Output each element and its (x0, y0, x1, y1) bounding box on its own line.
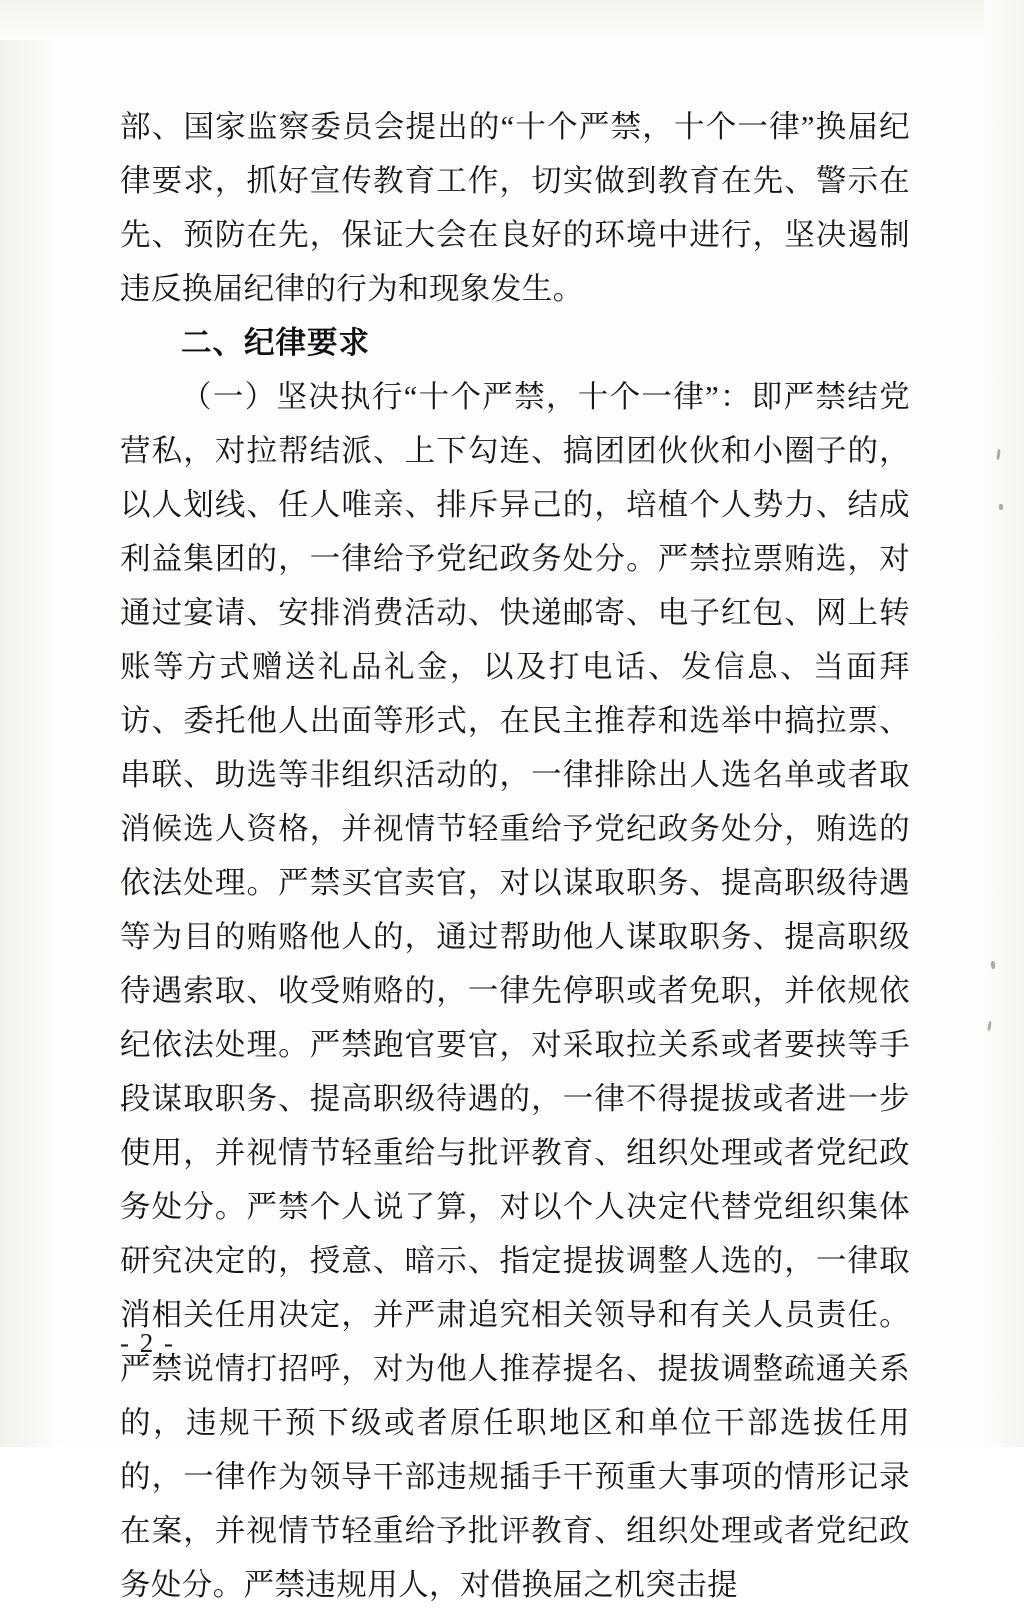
page-top-edge-shading (0, 0, 1024, 40)
paragraph-continuation: 部、国家监察委员会提出的“十个严禁，十个一律”换届纪律要求，抓好宣传教育工作，切实做到教育在先、警示在先、预防在先，保证大会在良好的环境中进行，坚决遏制违反换届纪律的行为和现象发生。 (120, 110, 910, 306)
scan-speck-icon (999, 504, 1003, 510)
page-left-edge-shading (0, 0, 60, 1447)
paragraph-item-one: （一）坚决执行“十个严禁，十个一律”：即严禁结党营私，对拉帮结派、上下勾连、搞团团伙伙和小圈子的，以人划线、任人唯亲、排斥异己的，培植个人势力、结成利益集团的，一律给予党纪政务处分。严禁拉票贿选，对通过宴请、安排消费活动、快递邮寄、电子红包、网上转账等方式赠送礼品礼金，以及打电话、发信息、当面拜访、委托他人出面等形式，在民主推荐和选举中搞拉票、串联、助选等非组织活动的，一律排除出人选名单或者取消候选人资格，并视情节轻重给予党纪政务处分，贿选的依法处理。严禁买官卖官，对以谋取职务、提高职级待遇等为目的贿赂他人的，通过帮助他人谋取职务、提高职级待遇索取、收受贿赂的，一律先停职或者免职，并依规依纪依法处理。严禁跑官要官，对采取拉关系或者要挟等手段谋取职务、提高职级待遇的，一律不得提拔或者进一步使用，并视情节轻重给与批评教育、组织处理或者党纪政务处分。严禁个人说了算，对以个人决定代替党组织集体研究决定的，授意、暗示、指定提拔调整人选的，一律取消相关任用决定，并严肃追究相关领导和有关人员责任。严禁说情打招呼，对为他人推荐提名、提拔调整疏通关系的，违规干预下级或者原任职地区和单位干部选拔任用的，一律作为领导干部违规插手干预重大事项的情形记录在案，并视情节轻重给予批评教育、组织处理或者党纪政务处分。严禁违规用人，对借换届之机突击提 (120, 380, 910, 1602)
scan-speck-icon (987, 1021, 992, 1031)
scan-speck-icon (996, 449, 1001, 460)
section-heading-discipline-requirements: 二、纪律要求 (181, 326, 370, 360)
page-number: - 2 - (120, 1328, 175, 1358)
page-right-edge-shading (984, 0, 1024, 1447)
document-body (120, 100, 910, 1612)
scan-speck-icon (991, 961, 996, 969)
